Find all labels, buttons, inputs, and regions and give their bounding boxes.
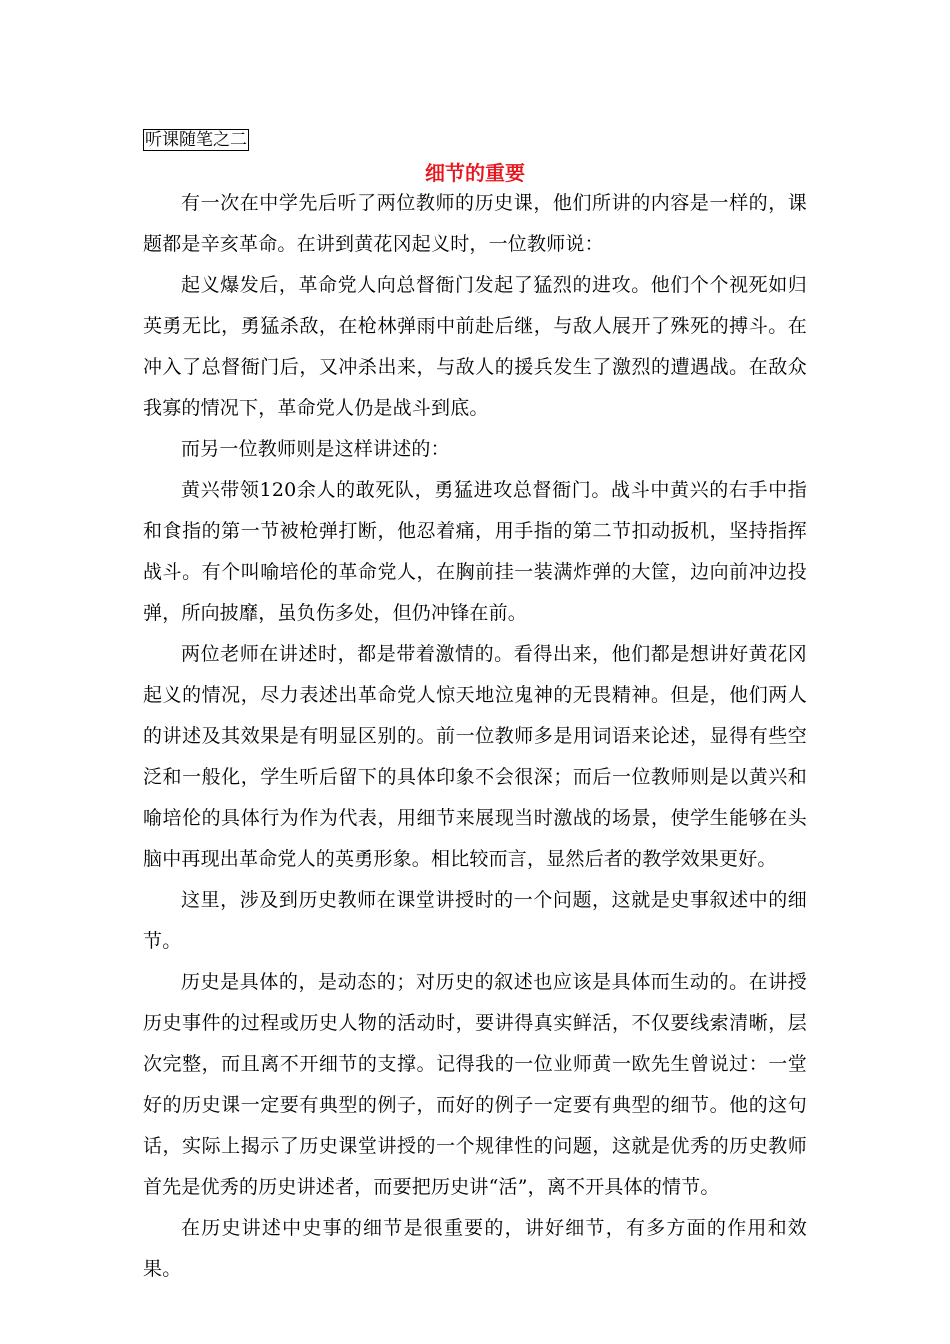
paragraph: 黄兴带领120余人的敢死队，勇猛进攻总督衙门。战斗中黄兴的右手中指和食指的第一节被枪弹打断，他忍着痛，用手指的第二节扣动扳机，坚持指挥战斗。有个叫喻培伦的革命党人，在胸前挂一装满炸弹的大筐，边向前冲边投弹，所向披靡，虽负伤多处，但仍冲锋在前。 bbox=[143, 479, 807, 624]
paragraph: 在历史讲述中史事的细节是很重要的，讲好细节，有多方面的作用和效果。 bbox=[143, 1217, 807, 1280]
paragraph: 有一次在中学先后听了两位教师的历史课，他们所讲的内容是一样的，课题都是辛亥革命。在讲到黄花冈起义时，一位教师说： bbox=[143, 192, 807, 255]
article-title: 细节的重要 bbox=[425, 161, 525, 185]
paragraph: 历史是具体的，是动态的；对历史的叙述也应该是具体而生动的。在讲授历史事件的过程或历史人物的活动时，要讲得真实鲜活，不仅要线索清晰，层次完整，而且离不开细节的支撑。记得我的一位业师黄一欧先生曾说过：一堂好的历史课一定要有典型的例子，而好的例子一定要有典型的细节。他的这句话，实际上揭示了历史课堂讲授的一个规律性的问题，这就是优秀的历史教师首先是优秀的历史讲述者，而要把历史讲“活”，离不开具体的情节。 bbox=[143, 971, 807, 1198]
paragraph: 这里，涉及到历史教师在课堂讲授时的一个问题，这就是史事叙述中的细节。 bbox=[143, 889, 807, 952]
paragraph: 两位老师在讲述时，都是带着激情的。看得出来，他们都是想讲好黄花冈起义的情况，尽力表述出革命党人惊天地泣鬼神的无畏精神。但是，他们两人的讲述及其效果是有明显区别的。前一位教师多是用词语来论述，显得有些空泛和一般化，学生听后留下的具体印象不会很深；而后一位教师则是以黄兴和喻培伦的具体行为作为代表，用细节来展现当时激战的场景，使学生能够在头脑中再现出革命党人的英勇形象。相比较而言，显然后者的教学效果更好。 bbox=[143, 643, 807, 870]
paragraph: 而另一位教师则是这样讲述的： bbox=[181, 438, 450, 460]
paragraph: 起义爆发后，革命党人向总督衙门发起了猛烈的进攻。他们个个视死如归英勇无比，勇猛杀敌，在枪林弹雨中前赴后继，与敌人展开了殊死的搏斗。在冲入了总督衙门后，又冲杀出来，与敌人的援兵发生了激烈的遭遇战。在敌众我寡的情况下，革命党人仍是战斗到底。 bbox=[143, 274, 807, 419]
article-body bbox=[143, 183, 807, 1290]
series-tag: 听课随笔之二 bbox=[145, 130, 247, 150]
